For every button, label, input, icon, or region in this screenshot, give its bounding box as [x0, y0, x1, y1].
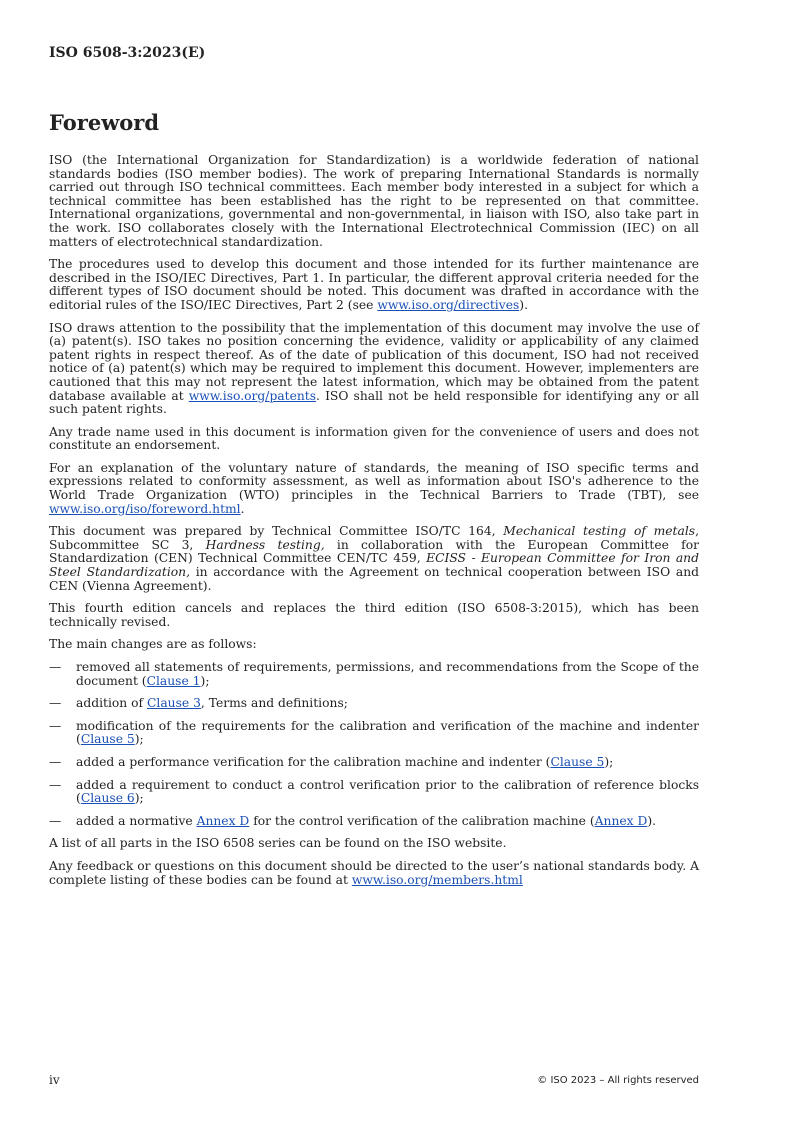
paragraph-trade-name: Any trade name used in this document is information given for the convenience of users and does not constitute an endorsement. — [49, 424, 699, 453]
clause-link[interactable]: Clause 3 — [146, 696, 201, 711]
copyright-notice: © ISO 2023 – All rights reserved — [537, 1075, 699, 1086]
paragraph-procedures — [49, 258, 699, 312]
annex-link[interactable]: Annex D — [594, 813, 648, 828]
list-item — [49, 779, 699, 806]
page-number: iv — [49, 1073, 60, 1087]
paragraph-changes-intro: The main changes are as follows: — [49, 637, 257, 652]
annex-link[interactable]: Annex D — [196, 813, 250, 828]
paragraph-feedback — [49, 860, 699, 887]
foreword-link[interactable]: www.iso.org/iso/foreword.html — [49, 501, 241, 516]
paragraph-series: A list of all parts in the ISO 6508 series can be found on the ISO website. — [49, 836, 507, 851]
paragraph-text: ISO draws attention to the possibility that the implementation of this document may involve the use of (a) patent(s). ISO takes no position concerning the evidence, validity or applicability of any claimed patent rights in respect thereof. As of the date of publication of this document, ISO had not received notice of (a) patent(s) which may be required to implement this document. However, implementers are cautioned that this may not represent the latest information, which may be obtained from the patent database available at — [49, 320, 699, 403]
subcommittee-title: Hardness testing, — [205, 537, 325, 552]
cen-committee-title: ECISS - European Committee for Iron and Steel Standardization, — [49, 551, 699, 580]
list-item-text: ); — [134, 791, 144, 806]
list-item-text: ); — [134, 732, 144, 747]
paragraph-text: . ISO shall not be held responsible for identifying any or all such patent rights. — [49, 388, 699, 417]
paragraph-text: , Subcommittee SC 3, — [49, 524, 699, 552]
members-link[interactable]: www.iso.org/members.html — [351, 872, 523, 887]
dash-bullet: — — [49, 718, 62, 733]
paragraph-voluntary-nature — [49, 462, 699, 516]
list-item-text: added a normative — [76, 813, 197, 828]
directives-link[interactable]: www.iso.org/directives — [377, 297, 520, 312]
clause-link[interactable]: Clause 5 — [80, 732, 135, 747]
list-item — [49, 697, 699, 711]
foreword-body — [49, 154, 699, 896]
changes-list — [49, 661, 699, 828]
list-item — [49, 815, 699, 829]
list-item — [49, 661, 699, 688]
list-item — [49, 756, 699, 770]
clause-link[interactable]: Clause 1 — [146, 673, 201, 688]
dash-bullet: — — [49, 660, 62, 674]
dash-bullet: — — [49, 696, 62, 711]
list-item-text: ). — [647, 813, 657, 828]
clause-link[interactable]: Clause 6 — [80, 791, 135, 806]
committee-title: Mechanical testing of metals — [503, 524, 696, 539]
page-title: Foreword — [49, 110, 160, 135]
list-item-text: ); — [200, 673, 210, 688]
patents-link[interactable]: www.iso.org/patents — [188, 388, 317, 403]
paragraph-text: Any feedback or questions on this document should be directed to the user’s national standards body. A complete listing of these bodies can be found at — [49, 858, 699, 887]
dash-bullet: — — [49, 813, 62, 828]
list-item-text: addition of — [76, 696, 147, 711]
list-item-text: added a requirement to conduct a control verification prior to the calibration of reference blocks ( — [76, 777, 699, 806]
list-item-text: , Terms and definitions; — [200, 696, 348, 711]
paragraph-text: The procedures used to develop this document and those intended for its further maintenance are described in the ISO/IEC Directives, Part 1. In particular, the different approval criteria needed for the different types of ISO document should be noted. This document was drafted in accordance with the editorial rules of the ISO/IEC Directives, Part 2 (see — [49, 257, 699, 312]
dash-bullet: — — [49, 754, 62, 769]
clause-link[interactable]: Clause 5 — [550, 754, 605, 769]
list-item — [49, 720, 699, 747]
list-item-text: added a performance verification for the calibration machine and indenter ( — [76, 754, 551, 769]
paragraph-patents — [49, 322, 699, 417]
list-item-text: modification of the requirements for the calibration and verification of the machine and indenter ( — [76, 718, 699, 747]
paragraph-text: in collaboration with the European Committee for Standardization (CEN) Technical Committee CEN/TC 459, — [49, 537, 699, 566]
list-item-text: for the control verification of the calibration machine ( — [249, 813, 595, 828]
paragraph-text: . — [240, 501, 245, 516]
dash-bullet: — — [49, 777, 62, 792]
list-item-text: ); — [604, 754, 614, 769]
paragraph-text: in accordance with the Agreement on technical cooperation between ISO and CEN (Vienna Agreement). — [49, 565, 699, 593]
list-item-text: removed all statements of requirements, permissions, and recommendations from the Scope of the document ( — [76, 660, 699, 688]
paragraph-text: For an explanation of the voluntary nature of standards, the meaning of ISO specific terms and expressions related to conformity assessment, as well as information about ISO's adherence to the World Trade Organization (WTO) principles in the Technical Barriers to Trade (TBT), see — [49, 460, 699, 503]
paragraph-text: This document was prepared by Technical Committee ISO/TC 164, — [49, 524, 504, 539]
paragraph-committee — [49, 525, 699, 593]
paragraph-iso-intro: ISO (the International Organization for Standardization) is a worldwide federation of national standards bodies (ISO member bodies). The work of preparing International Standards is normally carried out through ISO technical committees. Each member body interested in a subject for which a technical committee has been established has the right to be represented on that committee. International organizations, governmental and non-governmental, in liaison with ISO, also take part in the work. ISO collaborates closely with the International Electrotechnical Commission (IEC) on all matters of electrotechnical standardization. — [49, 153, 699, 249]
paragraph-text: ). — [519, 297, 528, 312]
paragraph-edition: This fourth edition cancels and replaces the third edition (ISO 6508-3:2015), which has been technically revised. — [49, 601, 699, 629]
document-id-header: ISO 6508-3:2023(E) — [49, 45, 206, 61]
